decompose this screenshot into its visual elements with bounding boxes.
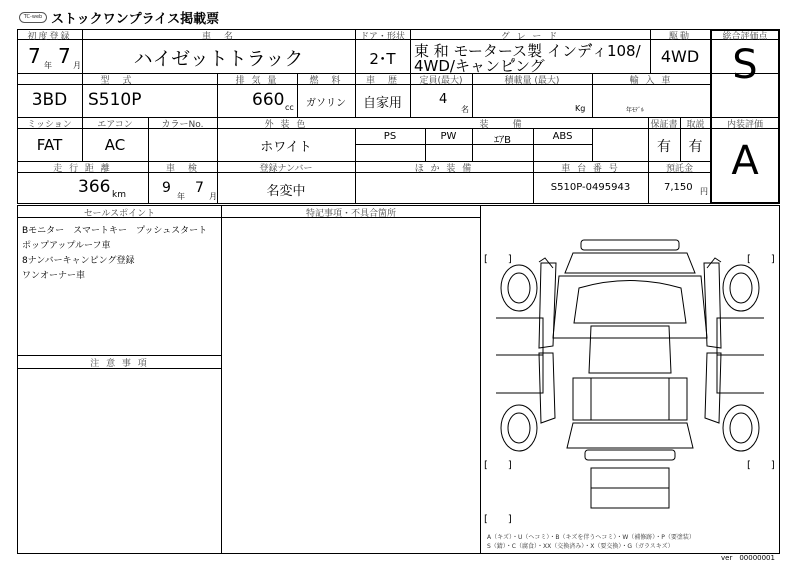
sales-point-2: ポップアップルーフ車 [22,241,111,251]
exterior-label: 外 装 色 [264,120,308,130]
bracket-rear: [ ] [484,514,512,525]
plate-value: 名変中 [266,184,306,199]
import-label: 輸 入 車 [629,76,673,86]
drive-value: 4WD [660,47,700,66]
first-reg-month: 7 [58,44,71,68]
capacity-unit: 名 [461,105,469,114]
equipment-label: 装 備 [479,120,524,130]
capacity-value: 4 [439,92,448,107]
form-title: ストックワンプライス掲載票 [51,12,220,27]
type-prefix: 3BD [31,90,68,110]
rear-left-wheel [501,405,537,451]
overall-grade-label: 総合評価点 [722,32,768,42]
caution-label: 注 意 事 項 [90,359,149,369]
bracket-rear-left: [ ] [484,460,512,471]
inspection-month-unit: 月 [209,192,217,201]
car-damage-diagram [481,218,779,524]
inspection-year-unit: 年 [177,192,185,201]
recycle-label: 預託金 [665,164,693,174]
mileage-value: 366 [78,177,111,197]
model-name: ハイゼットトラック [133,48,304,70]
overall-grade: S [732,42,758,88]
equip-airbag: ｴｱB [494,135,511,146]
model-name-label: 車 名 [201,32,235,42]
load-unit: Kg [575,104,586,113]
logo: TC-web [19,12,47,23]
front-right-wheel [723,265,759,311]
equip-pw: PW [440,131,457,142]
mission-value: FAT [36,136,63,154]
aircon-value: AC [104,136,126,154]
displacement-value: 660 [252,90,285,110]
inspection-label: 車 検 [165,164,199,174]
fuel-label: 燃 料 [309,76,343,86]
bracket-front-right: [ ] [747,254,775,265]
fuel-value: ガソリン [306,98,346,109]
grade-line2: 4WD/キャンピ゚ング [414,57,545,75]
first-reg-label: 初度登録 [27,32,72,42]
sales-point-1: Bモニター スマートキー プッシュスタート [22,226,208,236]
type-code: S510P [88,90,142,110]
first-reg-year: 7 [28,44,41,68]
displacement-unit: cc [285,103,294,112]
manual-value: 有 [688,139,703,155]
first-reg-year-unit: 年 [44,61,52,70]
chassis-value: S510P-0495943 [550,182,631,193]
type-label: 型 式 [100,76,134,86]
mission-label: ミッション [27,120,72,130]
manual-label: 取説 [686,120,705,130]
first-reg-month-unit: 月 [73,61,81,70]
recycle-unit: 円 [700,187,708,196]
mileage-unit: km [112,190,126,200]
damage-legend-line1: A（キズ）・U（ヘコミ）・B（キズを伴うヘコミ）・W（補修跡）・P（要塗装） [487,534,695,541]
equip-abs: ABS [552,131,573,142]
warranty-label: 保証書 [650,120,678,130]
chassis-label: 車 台 番 号 [561,164,620,174]
warranty-value: 有 [657,139,671,155]
sales-point-4: ワンオーナー車 [22,271,86,281]
drive-label: 駆動 [668,32,691,42]
inspection-year: 9 [162,180,171,196]
grade-line1: 東 和 モータース製 インデ゙ィ108/ [414,42,641,60]
grade-label: グ レ ー ド [500,32,560,42]
recycle-value: 7,150 [664,182,693,193]
import-year-unit: 年ﾓﾃﾞﾙ [626,107,645,114]
capacity-label: 定員(最大) [419,76,463,86]
color-no-label: カラーNo. [161,120,204,130]
plate-label: 登録ナンバー [259,164,313,174]
version-label: ver 00000001 [721,554,775,562]
aircon-label: エアコン [97,120,133,130]
front-left-wheel [501,265,537,311]
notes-label: 特記事項・不具合箇所 [305,209,396,219]
notes-box [221,205,481,554]
exterior-value: ホワイト [260,140,312,155]
sales-point-label: セールスポイント [83,209,156,219]
history-label: 車 歴 [365,76,399,86]
other-equip-label: ほ か 装 備 [414,164,474,174]
load-label: 積載量 (最大) [504,76,560,86]
history-value: 自家用 [362,96,402,111]
inspection-month: 7 [195,180,204,196]
damage-legend-line2: S（錆）・C（腐食）・XX（交換済み）・X（要交換）・G（ガラスキズ） [487,543,674,550]
equip-ps: PS [383,131,397,142]
interior-label: 内装評価 [726,120,763,130]
door-label: ドア・形状 [360,32,405,42]
door-value: 2･T [369,50,396,68]
sales-point-3: 8ナンバーキャンピング登録 [22,256,135,266]
bracket-front-left: [ ] [484,254,512,265]
displacement-label: 排 気 量 [235,76,279,86]
bracket-rear-right: [ ] [747,460,775,471]
rear-right-wheel [723,405,759,451]
mileage-label: 走 行 距 離 [53,164,112,174]
interior-grade: A [731,138,759,184]
